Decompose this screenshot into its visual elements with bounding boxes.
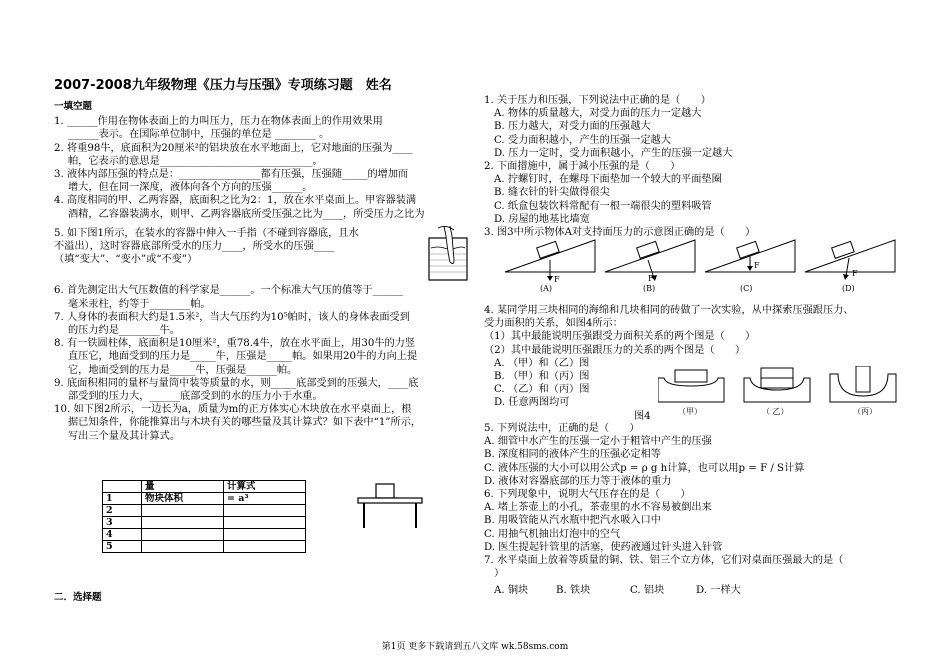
- figure-2-block-on-table: [352, 480, 432, 530]
- fig3-label-d: (D): [842, 284, 855, 293]
- fill-line: 的压力约是________牛。: [68, 325, 181, 337]
- fig3-panel-a: [505, 240, 595, 293]
- fill-line: 它，地面受到的压力是_____牛，压强是______帕。: [68, 364, 298, 376]
- table-cell: 4: [103, 529, 142, 541]
- mc-line: C. 液体压强的大小可以用公式p = ρ g h计算，也可以用p = F / S计算: [484, 462, 805, 474]
- fig4-label-yi: （ 乙）: [762, 407, 789, 416]
- mc-line: A. （甲）和（乙）图: [494, 357, 590, 369]
- mc-line: D. 房屋的地基比墙宽: [494, 213, 590, 225]
- mc-line: B. 缝衣针的针尖做得很尖: [494, 187, 610, 199]
- table-cell: 2: [103, 505, 142, 517]
- answer-table: [102, 480, 306, 553]
- figure-1-beaker: [424, 224, 474, 282]
- mc-line: A. 拧螺钉时，在螺母下面垫加一个较大的平面垫圈: [494, 174, 722, 186]
- mc-line: 6. 下列现象中，说明大气压存在的是（ ）: [484, 489, 691, 501]
- table-header: 量: [142, 481, 224, 493]
- mc-line: 2. 下面措施中，属于减小压强的是（ ）: [484, 161, 681, 173]
- fig3-label-c: (C): [740, 284, 753, 293]
- figure-3-inclined-planes: [500, 238, 900, 298]
- fill-line: 9. 底面积相同的量杯与量筒中装等质量的水，则_____底部受到的压强大，____底: [54, 377, 419, 389]
- fig3-label-a: (A): [540, 284, 553, 293]
- mc7-option: D. 一样大: [696, 585, 741, 597]
- mc-line: 7. 水平桌面上放着等质量的铜、铁、铝三个立方体，它们对桌面压强最大的是（: [484, 555, 844, 567]
- mc-line: 受力面积的关系，如图4所示：: [484, 318, 623, 330]
- mc-line: D. 医生提起针管里的活塞，使药液通过针头进入针管: [484, 541, 723, 553]
- mc-line: B. 压力越大，对受力面的压强越大: [494, 121, 651, 133]
- page-footer: 第1页 更多下载请到五八文库 wk.58sms.com: [381, 642, 569, 652]
- table-cell: [224, 541, 306, 553]
- fill-line: 酒精，乙容器装满水，则甲、乙两容器底所受压强之比为____，所受压力之比为: [68, 208, 425, 220]
- table-row: [103, 541, 306, 553]
- fig4-panel-jia: [658, 370, 724, 416]
- table-header: 计算式: [224, 481, 306, 493]
- fill-line: 直压它，地面受到的压力是_____牛，压强是_____帕。如果用20牛的力向上提: [68, 351, 418, 363]
- fill-line: 部受到的压力大，______底部受到的水的压力小于水重。: [68, 391, 323, 403]
- fill-line: 10. 如下图2所示，一边长为a，质量为m的正方体实心木块放在水平桌面上，根: [54, 404, 412, 416]
- fill-line: 3. 液体内部压强的特点是：________________都有压强，压强随_____的增加而: [54, 169, 409, 181]
- fill-line: 帕，它表示的意思是______________________________。: [68, 155, 323, 167]
- fig3-force-label: F: [754, 261, 760, 270]
- mc-line: A. 细管中水产生的压强一定小于粗管中产生的压强: [484, 436, 712, 448]
- fig3-force-label: F: [648, 274, 654, 283]
- right-column: [484, 94, 900, 239]
- fill-line: 1. ______作用在物体表面上的力叫压力，压力在物体表面上的作用效果用: [54, 116, 383, 128]
- left-column: [54, 78, 474, 443]
- fill-line: 增大，但在同一深度，液体向各个方向的压强______。: [68, 182, 313, 194]
- fill-line: 2. 将重98牛，底面积为20厘米²的铝块放在水平地面上，它对地面的压强为____: [54, 142, 413, 154]
- table-cell: 1: [103, 493, 142, 505]
- mc-line: C. 受力面积越小，产生的压强一定越大: [494, 134, 671, 146]
- fig3-panel-b: [605, 240, 695, 293]
- table-cell: [142, 505, 224, 517]
- section-fill-heading: 一填空题: [54, 101, 93, 112]
- mc7-options: [484, 584, 904, 597]
- mc-line: （2）其中最能说明压强跟压力的关系的两个图是（ ）: [484, 344, 746, 356]
- mc-line: B. 深度相同的液体产生的压强必定相等: [484, 449, 661, 461]
- fill-line: 5. 如下图1所示，在装水的容器中伸入一手指（不碰到容器底，且水: [54, 227, 359, 239]
- table-cell: 5: [103, 541, 142, 553]
- mc7-option: C. 铝块: [630, 585, 665, 597]
- fig4-panel-bing: [830, 366, 896, 416]
- mc-line: A. 堵上茶壶上的小孔，茶壶里的水不容易被倒出来: [484, 502, 712, 514]
- mc-line: A. 物体的质量越大，对受力面的压力一定越大: [494, 108, 702, 120]
- table-header: [103, 481, 142, 493]
- fill-line: 不溢出），这时容器底部所受水的压力____，所受水的压强____: [54, 241, 335, 253]
- table-row: [103, 517, 306, 529]
- mc-line: 4. 某同学用三块相同的海绵和几块相同的砖做了一次实验，从中探索压强跟压力、: [484, 305, 854, 316]
- fig4-label-jia: （甲）: [678, 407, 702, 416]
- mc7-option: A. 铜块: [494, 585, 529, 597]
- page-title: 2007-2008九年级物理《压力与压强》专项练习题 姓名: [54, 78, 392, 93]
- table-row: [103, 505, 306, 517]
- fill-line: 写出三个量及其计算式。: [68, 430, 181, 442]
- mc-line: （1）其中最能说明压强跟受力面积关系的两个图是（ ）: [484, 331, 756, 343]
- table-row: [103, 493, 306, 505]
- table-cell: [142, 529, 224, 541]
- mc-line: 1. 关于压力和压强，下列说法中正确的是（ ）: [484, 95, 711, 106]
- fig4-label-bing: （丙）: [853, 407, 877, 416]
- fill-line: （填“变大”、“变小”或“不变”）: [54, 254, 198, 266]
- fill-line: 6. 首先测定出大气压数值的科学家是______。一个标准大气压的值等于______: [54, 285, 404, 297]
- fill-line: 毫米汞柱，约等于________帕。: [68, 298, 211, 310]
- mc-line: C. （乙）和（丙）图: [494, 384, 590, 396]
- table-cell: [224, 517, 306, 529]
- fill-line: ______表示。在国际单位制中，压强的单位是 ________ 。: [68, 129, 330, 141]
- fill-line: 据已知条件，你能推算出与木块有关的哪些量及其计算式？如下表中“1”所示，: [68, 417, 422, 429]
- mc-line: D. 压力一定时，受力面积越小，产生的压强一定越大: [494, 147, 733, 159]
- fill-line: 8. 有一铁圆柱体，底面积是10厘米²，重78.4牛，放在水平面上，用30牛的力竖: [54, 338, 416, 350]
- mc-line: 5. 下列说法中，正确的是（ ）: [484, 423, 640, 434]
- mc-line: C. 用抽气机抽出灯泡中的空气: [484, 528, 621, 540]
- section-choice-heading: 二．选择题: [54, 592, 102, 603]
- table-row: [103, 529, 306, 541]
- table-cell: 3: [103, 517, 142, 529]
- mc-line: C. 纸盒包装饮料常配有一根一端很尖的塑料吸管: [494, 200, 712, 212]
- mc-line: D. 任意两图均可: [494, 397, 570, 409]
- fig3-panel-d: [805, 240, 895, 293]
- table-header-row: [103, 481, 306, 493]
- fig4-caption: 图4: [634, 410, 651, 422]
- fig3-label-b: (B): [643, 284, 656, 293]
- table-cell: [224, 505, 306, 517]
- fill-line: 7. 人身体的表面积大约是1.5米²，当大气压约为10⁵帕时，该人的身体表面受到: [54, 311, 410, 323]
- table-cell: [224, 529, 306, 541]
- mc7-option: B. 铁块: [556, 585, 591, 597]
- fig3-force-label: F: [852, 269, 858, 278]
- figure-4-sponges: [658, 366, 900, 422]
- fill-line: 4. 高度相同的甲、乙两容器，底面积之比为2：1，放在水平桌面上。甲容器装满: [54, 195, 417, 207]
- right-column-q5: [484, 422, 904, 598]
- fig3-force-label: F: [554, 275, 560, 284]
- table-cell: [142, 541, 224, 553]
- mc-line: D. 液体对容器底部的压力等于液体的重力: [484, 475, 672, 487]
- table-cell: = a³: [224, 493, 306, 505]
- table-cell: 物块体积: [142, 493, 224, 505]
- fig3-panel-c: [705, 240, 795, 293]
- fig4-panel-yi: [744, 368, 810, 416]
- mc-line: 3. 图3中所示物体A对支持面压力的示意图正确的是（ ）: [484, 227, 756, 239]
- mc-line: B. 用吸管能从汽水瓶中把汽水吸入口中: [484, 515, 661, 527]
- table-cell: [142, 517, 224, 529]
- mc-line: B. （甲）和（丙）图: [494, 371, 590, 383]
- mc-line: ）: [494, 568, 505, 580]
